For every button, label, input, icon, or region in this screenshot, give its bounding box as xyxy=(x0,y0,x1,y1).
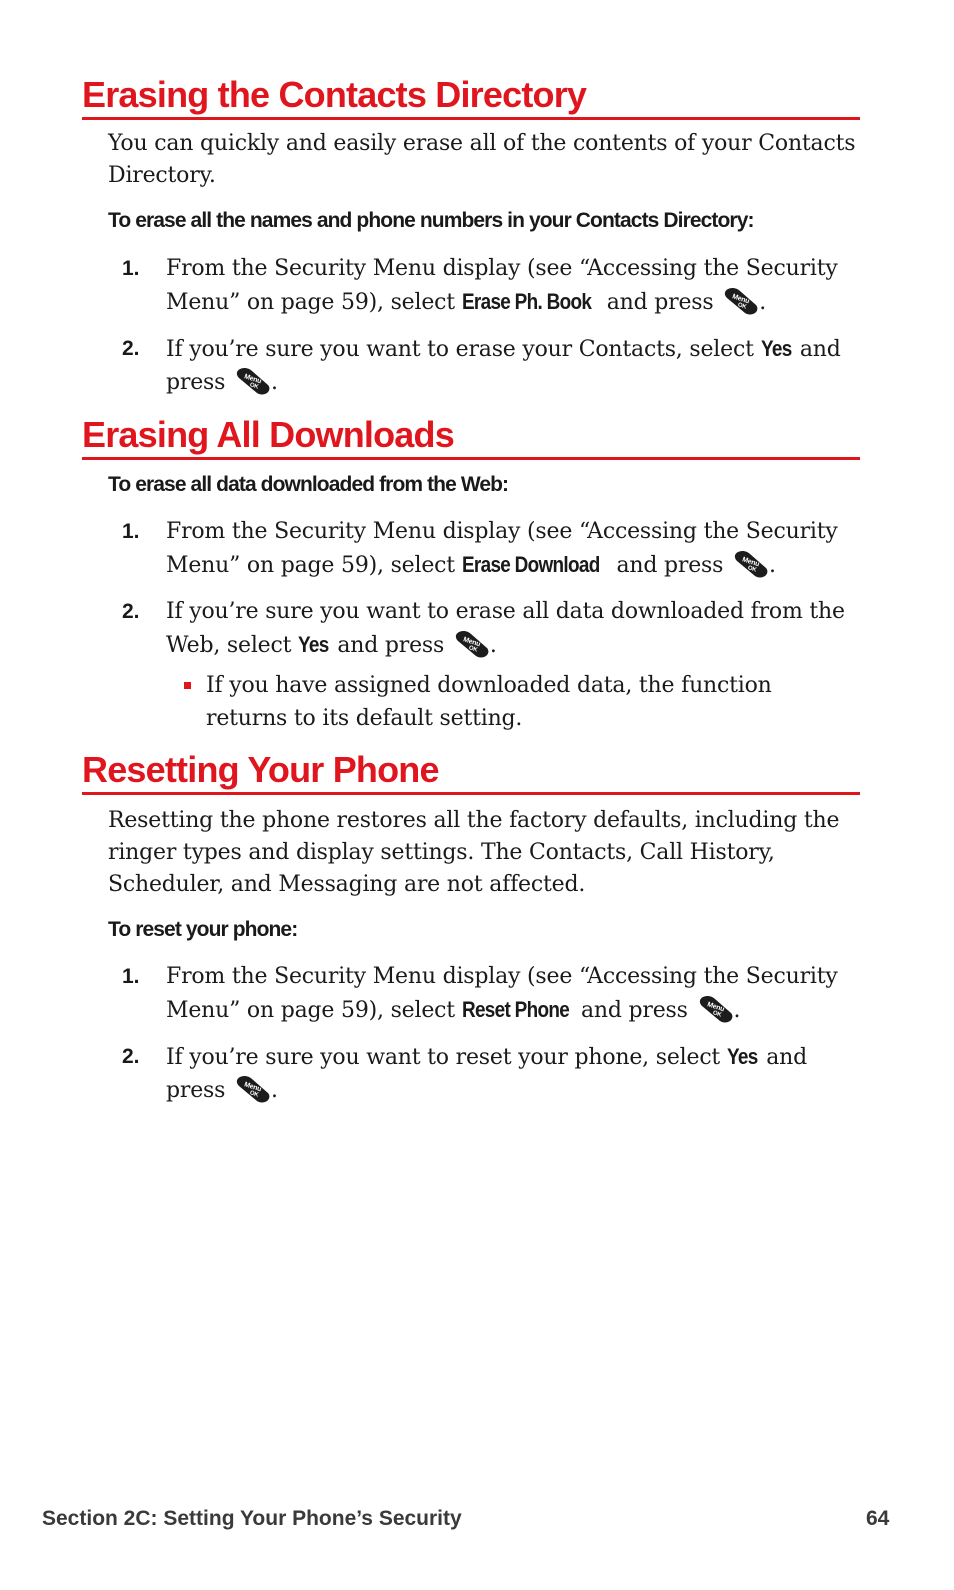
procedure-lead-reset: To reset your phone: xyxy=(108,918,298,941)
step-text: If you’re sure you want to erase your Contacts, select Yes and press . xyxy=(166,332,856,399)
section-title-erasing-contacts: Erasing the Contacts Directory xyxy=(82,74,860,120)
step-text: From the Security Menu display (see “Accessing the Security Menu” on page 59), select Erase Ph. Book and press . xyxy=(166,252,856,319)
step-number: 1. xyxy=(122,965,140,988)
step-text: From the Security Menu display (see “Accessing the Security Menu” on page 59), select Reset Phone and press . xyxy=(166,960,856,1027)
footer-section-title: Section 2C: Setting Your Phone’s Security xyxy=(42,1507,462,1530)
step-number: 1. xyxy=(122,520,140,543)
section-title-erasing-downloads: Erasing All Downloads xyxy=(82,414,860,460)
step-number: 1. xyxy=(122,257,140,280)
intro-paragraph-contacts: You can quickly and easily erase all of the contents of your Contacts Directory. xyxy=(108,131,856,188)
menu-ok-key-icon xyxy=(235,366,271,396)
menu-ok-key-icon xyxy=(235,1074,271,1104)
bullet-square-icon xyxy=(184,682,191,689)
menu-term: Yes xyxy=(760,336,792,361)
section-title-resetting-phone: Resetting Your Phone xyxy=(82,749,860,795)
menu-term: Yes xyxy=(726,1044,758,1069)
procedure-lead-contacts: To erase all the names and phone numbers in your Contacts Directory: xyxy=(108,209,754,232)
menu-term: Yes xyxy=(298,632,329,657)
menu-term: Erase Ph. Book xyxy=(461,289,591,314)
page-number: 64 xyxy=(866,1507,890,1530)
intro-paragraph-reset: Resetting the phone restores all the factory defaults, including the ringer types and display settings. The Contacts, Call History, Scheduler, and Messaging are not affected. xyxy=(108,808,840,897)
step-number: 2. xyxy=(122,600,140,623)
menu-ok-key-icon xyxy=(723,286,759,316)
step-number: 2. xyxy=(122,1045,140,1068)
step-text: If you’re sure you want to erase all data downloaded from the Web, select Yes and press . xyxy=(166,595,856,662)
menu-term: Reset Phone xyxy=(461,997,569,1022)
step-text: If you’re sure you want to reset your phone, select Yes and press . xyxy=(166,1040,856,1107)
menu-ok-key-icon xyxy=(698,994,734,1024)
note-text: If you have assigned downloaded data, the function returns to its default setting. xyxy=(206,673,772,731)
menu-ok-key-icon xyxy=(454,629,490,659)
menu-ok-key-icon xyxy=(733,549,769,579)
step-number: 2. xyxy=(122,337,140,360)
step-text: From the Security Menu display (see “Accessing the Security Menu” on page 59), select Erase Download and press . xyxy=(166,515,856,582)
procedure-lead-downloads: To erase all data downloaded from the Web: xyxy=(108,473,509,496)
menu-term: Erase Download xyxy=(461,552,600,577)
